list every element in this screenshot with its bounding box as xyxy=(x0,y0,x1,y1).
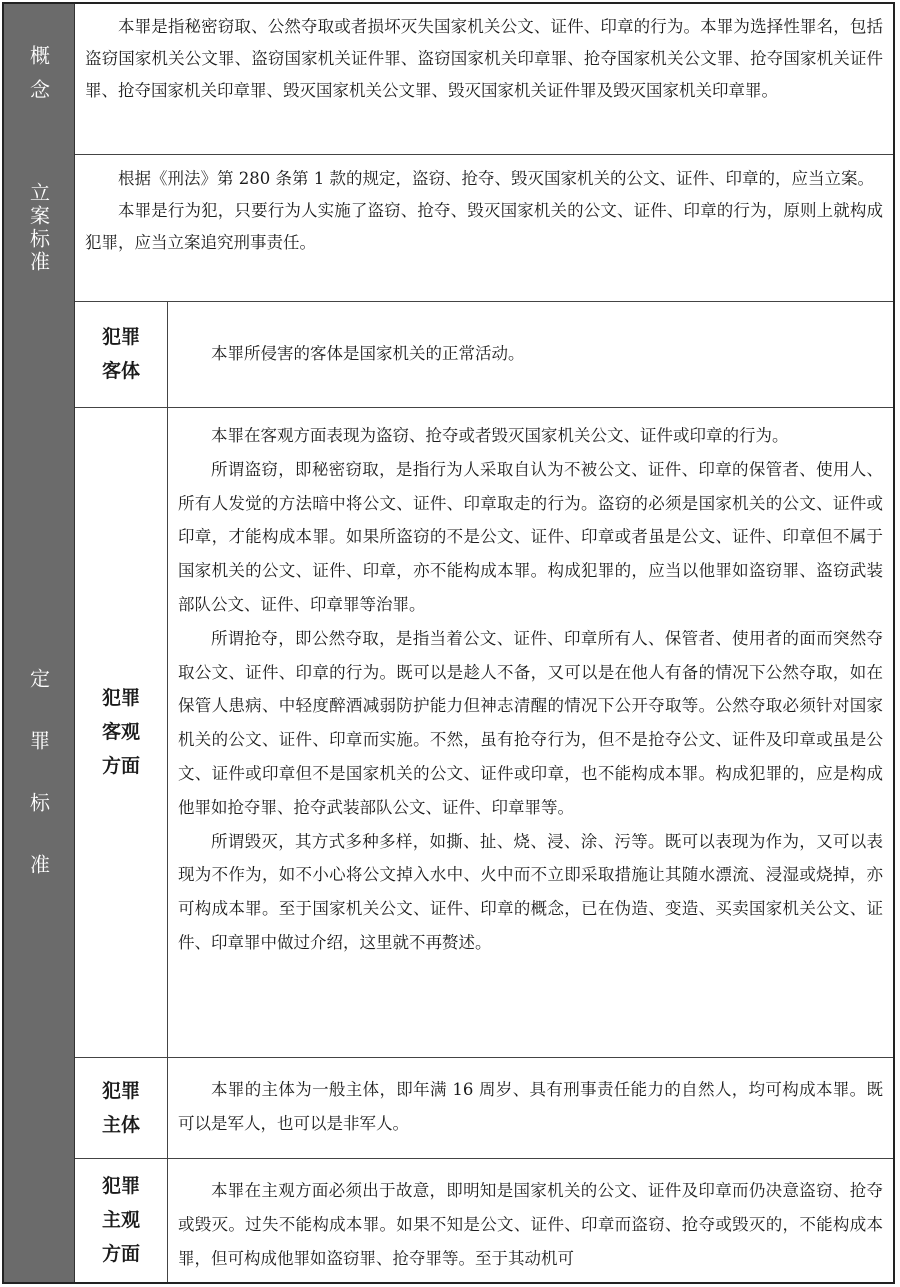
subsection-object-content xyxy=(168,301,893,407)
subsection-subjective xyxy=(75,1158,893,1282)
subsection-paragraph: 所谓毁灭，其方式多种多样，如撕、扯、烧、浸、涂、污等。既可以表现为作为，又可以表现为不作为，如不小心将公文掉入水中、火中而不立即采取措施让其随水漂流、浸湿或烧掉，亦可构成本罪。至于国家机关公文、证件、印章的概念，已在伪造、变造、买卖国家机关公文、证件、印章罪中做过介绍，这里就不再赘述。 xyxy=(178,831,883,952)
filing-standard-paragraph: 本罪是行为犯，只要行为人实施了盗窃、抢夺、毁灭国家机关的公文、证件、印章的行为，原则上就构成犯罪，应当立案追究刑事责任。 xyxy=(85,201,883,252)
concept-label-cell xyxy=(4,4,75,154)
subsection-paragraph: 所谓盗窃，即秘密窃取，是指行为人采取自认为不被公文、证件、印章的保管者、使用人、所有人发觉的方法暗中将公文、证件、印章取走的行为。盗窃的必须是国家机关的公文、证件或印章，才能构成本罪。如果所盗窃的不是公文、证件、印章或者虽是公文、证件、印章但不属于国家机关的公文、证件、印章，亦不能构成本罪。构成犯罪的，应当以他罪如盗窃罪、盗窃武装部队公文、证件、印章罪等治罪。 xyxy=(178,459,883,614)
subsection-subjective-content xyxy=(168,1158,893,1282)
conviction-standard-row xyxy=(4,301,893,1282)
subsection-paragraph: 本罪的主体为一般主体，即年满 16 周岁、具有刑事责任能力的自然人，均可构成本罪。既可以是军人，也可以是非军人。 xyxy=(178,1080,883,1133)
subsection-subject xyxy=(75,1057,893,1159)
concept-paragraph: 本罪是指秘密窃取、公然夺取或者损坏灭失国家机关公文、证件、印章的行为。本罪为选择性罪名，包括盗窃国家机关公文罪、盗窃国家机关证件罪、盗窃国家机关印章罪、抢夺国家机关公文罪、抢夺国家机关证件罪、抢夺国家机关印章罪、毁灭国家机关公文罪、毁灭国家机关证件罪及毁灭国家机关印章罪。 xyxy=(85,17,883,100)
subsection-paragraph: 本罪在客观方面表现为盗窃、抢夺或者毁灭国家机关公文、证件或印章的行为。 xyxy=(211,426,789,445)
subsection-paragraph: 所谓抢夺，即公然夺取，是指当着公文、证件、印章所有人、保管者、使用者的面而突然夺取公文、证件、印章的行为。既可以是趁人不备，又可以是在他人有备的情况下公然夺取，如在保管人患病、中轻度醉酒减弱防护能力但神志清醒的情况下公开夺取等。公然夺取必须针对国家机关的公文、证件、印章而实施。不然，虽有抢夺行为，但不是抢夺公文、证件及印章或虽是公文、证件或印章但不是国家机关的公文、证件或印章，也不能构成本罪。构成犯罪的，应是构成他罪如抢夺罪、抢夺武装部队公文、证件、印章罪等。 xyxy=(178,628,883,817)
filing-standard-content xyxy=(75,154,893,301)
subsection-subjective-label-cell xyxy=(75,1158,168,1282)
concept-label: 概念 xyxy=(26,45,51,113)
filing-standard-label-cell xyxy=(4,154,75,301)
conviction-standard-label: 定罪标准 xyxy=(26,667,51,916)
concept-row xyxy=(4,4,893,155)
subsection-objective xyxy=(75,407,893,1058)
subsection-subject-label-cell xyxy=(75,1057,168,1158)
subsection-objective-label: 犯罪客观方面 xyxy=(101,687,140,777)
subsection-paragraph: 本罪在主观方面必须出于故意，即明知是国家机关的公文、证件及印章而仍决意盗窃、抢夺或毁灭。过失不能构成本罪。如果不知是公文、证件、印章而盗窃、抢夺或毁灭的，不能构成本罪，但可构成他罪如盗窃罪、抢夺罪等。至于其动机可 xyxy=(178,1181,883,1268)
subsection-object-label: 犯罪客体 xyxy=(101,326,140,382)
subsection-subject-label: 犯罪主体 xyxy=(101,1079,140,1136)
subsection-objective-label-cell xyxy=(75,407,168,1057)
concept-content xyxy=(75,4,893,154)
subsection-objective-content xyxy=(168,407,893,1057)
filing-standard-paragraph: 根据《刑法》第 280 条第 1 款的规定，盗窃、抢夺、毁灭国家机关的公文、证件、印章的，应当立案。 xyxy=(118,169,874,188)
subsection-paragraph: 本罪所侵害的客体是国家机关的正常活动。 xyxy=(211,344,525,363)
filing-standard-row xyxy=(4,154,893,302)
subsection-subject-content xyxy=(168,1057,893,1158)
subsection-object-label-cell xyxy=(75,301,168,407)
filing-standard-label: 立案标准 xyxy=(26,181,51,274)
conviction-standard-label-cell xyxy=(4,301,75,1282)
crime-table xyxy=(2,2,895,1284)
subsection-subjective-label: 犯罪主观方面 xyxy=(101,1175,140,1265)
subsection-object xyxy=(75,301,893,408)
